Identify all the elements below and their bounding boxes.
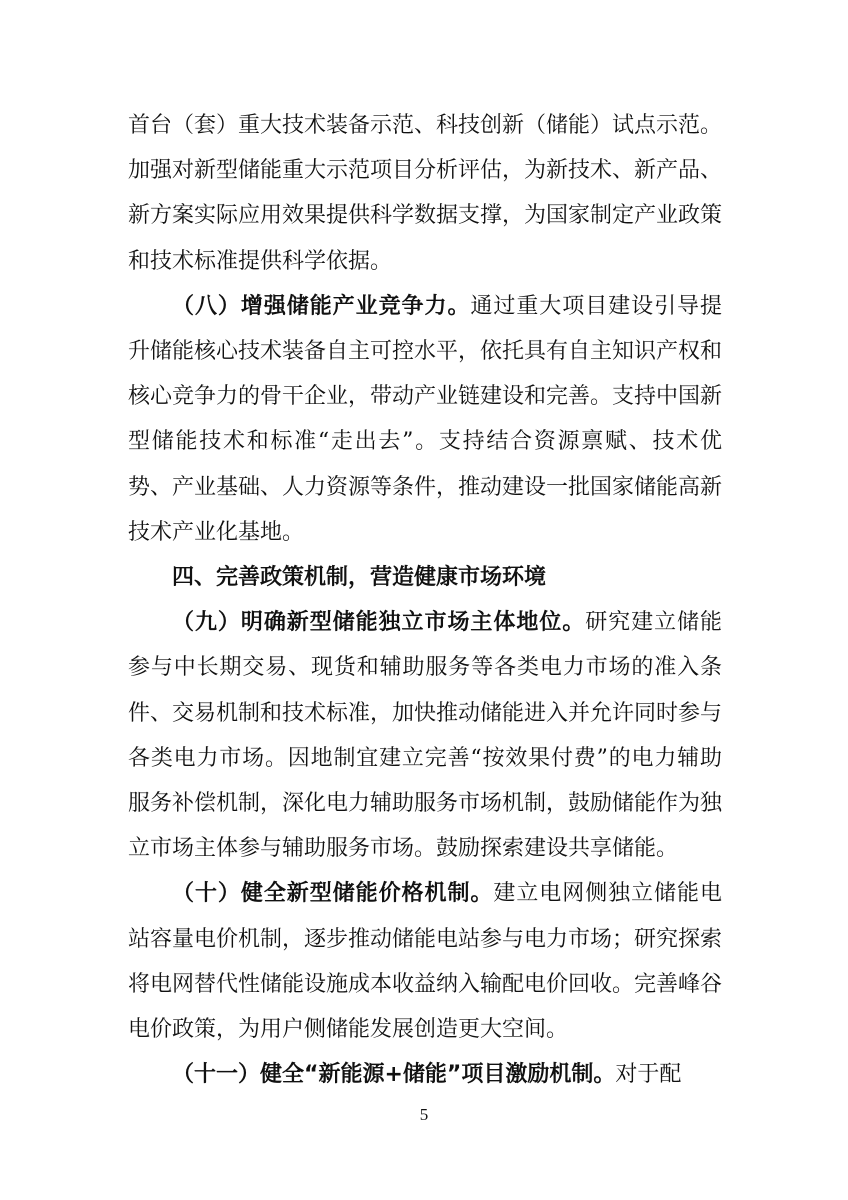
paragraph-heading: （十一）健全“新能源+储能”项目激励机制。 <box>172 1062 616 1088</box>
paragraph-item-8 <box>128 284 722 555</box>
paragraph-text: 建立电网侧独立储能电站容量电价机制，逐步推动储能电站参与电力市场；研究探索将电网替代性储能设施成本收益纳入输配电价回收。完善峰谷电价政策，为用户侧储能发展创造更大空间。 <box>128 881 723 1043</box>
paragraph-text: 对于配 <box>615 1062 682 1088</box>
paragraph-heading: （九）明确新型储能独立市场主体地位。 <box>172 610 586 636</box>
body-text <box>128 103 722 1097</box>
paragraph-item-10 <box>128 871 722 1052</box>
paragraph-item-9 <box>128 600 722 871</box>
paragraph-item-11 <box>128 1052 722 1097</box>
page-number: 5 <box>419 1105 429 1124</box>
section-heading: 四、完善政策机制，营造健康市场环境 <box>172 565 547 591</box>
paragraph-heading: （十）健全新型储能价格机制。 <box>172 881 494 907</box>
paragraph-text: 首台（套）重大技术装备示范、科技创新（储能）试点示范。加强对新型储能重大示范项目分析评估，为新技术、新产品、新方案实际应用效果提供科学数据支撑，为国家制定产业政策和技术标准提供科学依据。 <box>128 113 723 274</box>
paragraph-text: 通过重大项目建设引导提升储能核心技术装备自主可控水平，依托具有自主知识产权和核心竞争力的骨干企业，带动产业链建设和完善。支持中国新型储能技术和标准“走出去”。支持结合资源禀赋、技术优势、产业基础、人力资源等条件，推动建设一批国家储能高新技术产业化基地。 <box>128 293 723 545</box>
paragraph-text: 研究建立储能参与中长期交易、现货和辅助服务等各类电力市场的准入条件、交易机制和技术标准，加快推动储能进入并允许同时参与各类电力市场。因地制宜建立完善“按效果付费”的电力辅助服务补偿机制，深化电力辅助服务市场机制，鼓励储能作为独立市场主体参与辅助服务市场。鼓励探索建设共享储能。 <box>128 610 723 862</box>
paragraph-continuation <box>128 103 722 284</box>
paragraph-heading: （八）增强储能产业竞争力。 <box>172 293 471 319</box>
